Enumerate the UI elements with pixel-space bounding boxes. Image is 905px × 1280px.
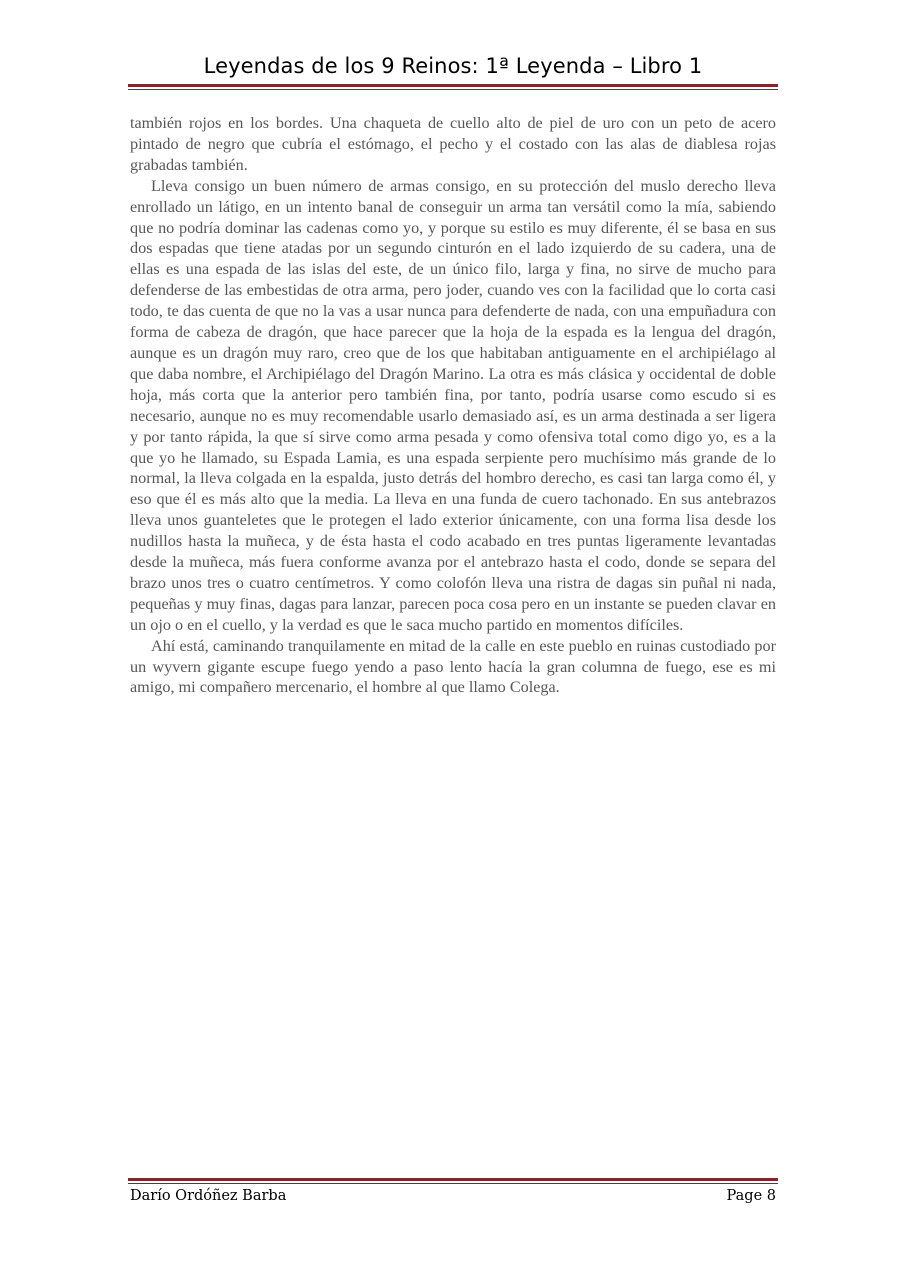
paragraph: también rojos en los bordes. Una chaqueta de cuello alto de piel de uro con un peto de acero pintado de negro que cubría el estómago, el pecho y el costado con las alas de diablesa rojas grabadas también.: [130, 114, 776, 174]
header-divider: [128, 84, 778, 90]
paragraph: Ahí está, caminando tranquilamente en mitad de la calle en este pueblo en ruinas custodiado por un wyvern gigante escupe fuego yendo a paso lento hacía la gran columna de fuego, ese es mi amigo, mi compañero mercenario, el hombre al que llamo Colega.: [130, 636, 776, 697]
footer-divider: [128, 1178, 778, 1184]
footer-author: Darío Ordóñez Barba: [130, 1188, 287, 1204]
page-header-title: Leyendas de los 9 Reinos: 1ª Leyenda – Libro 1: [203, 54, 703, 78]
paragraph: Lleva consigo un buen número de armas consigo, en su protección del muslo derecho lleva enrollado un látigo, en un intento banal de conseguir un arma tan versátil como la mía, sabiendo que no podría dominar las cadenas como yo, y porque su estilo es muy diferente, él se basa en sus dos espadas que tiene atadas por un segundo cinturón en el lado izquierdo de su cadera, una de ellas es una espada de las islas del este, de un único filo, larga y fina, no sirve de mucho para defenderse de las embestidas de otra arma, pero joder, cuando ves con la facilidad que lo corta casi todo, te das cuenta de que no la vas a usar nunca para defenderte de nada, con una empuñadura con forma de cabeza de dragón, que hace parecer que la hoja de la espada es la lengua del dragón, aunque es un dragón muy raro, creo que de los que habitaban antiguamente en el archipiélago al que daba nombre, el Archipiélago del Dragón Marino. La otra es más clásica y occidental de doble hoja, más corta que la anterior pero también fina, por tanto, podría usarse como escudo si es necesario, aunque no es muy recomendable usarlo demasiado así, es un arma destinada a ser ligera y por tanto rápida, la que sí sirve como arma pesada y como ofensiva total como digo yo, es a la que yo he llamado, su Espada Lamia, es una espada serpiente pero muchísimo más grande de lo normal, la lleva colgada en la espalda, justo detrás del hombro derecho, es casi tan larga como él, y eso que él es más alto que la media. La lleva en una funda de cuero tachonado. En sus antebrazos lleva unos guanteletes que le protegen el lado exterior únicamente, con una forma lisa desde los nudillos hasta la muñeca, y de ésta hasta el codo acabado en tres puntas ligeramente levantadas desde la muñeca, más fuera conforme avanza por el antebrazo hasta el codo, donde se separa del brazo unos tres o cuatro centímetros. Y como colofón lleva una ristra de dagas sin puñal ni nada, pequeñas y muy finas, dagas para lanzar, parecen poca cosa pero en un instante se pueden clavar en un ojo o en el cuello, y la verdad es que le saca mucho partido en momentos difíciles.: [130, 176, 776, 634]
page-number: Page 8: [726, 1188, 776, 1204]
body-text: [130, 113, 776, 698]
